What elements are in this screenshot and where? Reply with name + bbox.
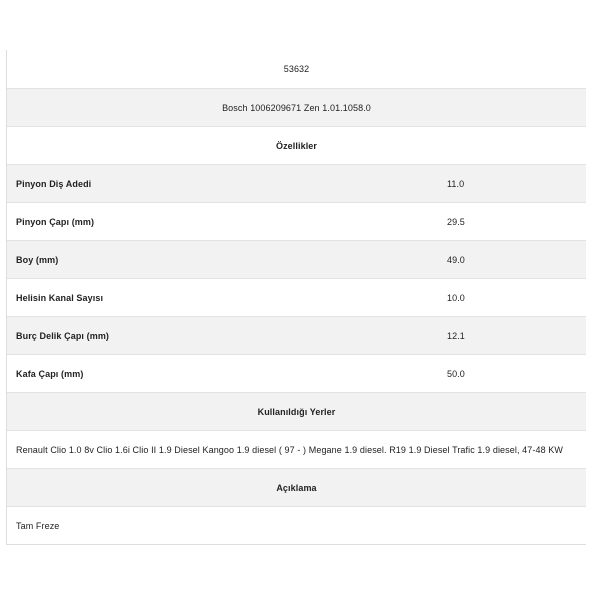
spec-value: 11.0 — [447, 178, 465, 189]
spec-row — [7, 316, 586, 354]
spec-row — [7, 240, 586, 278]
spec-row — [7, 164, 586, 202]
description-text: Tam Freze — [16, 520, 60, 531]
usage-heading-row — [7, 392, 586, 430]
usage-text: Renault Clio 1.0 8v Clio 1.6i Clio II 1.9 Diesel Kangoo 1.9 diesel ( 97 - ) Megane 1.9 diesel. R19 1.9 Diesel Trafic 1.9 diesel, 47-48 KW — [16, 444, 563, 455]
spec-label: Kafa Çapı (mm) — [16, 368, 84, 379]
spec-row — [7, 354, 586, 392]
specs-heading: Özellikler — [275, 140, 318, 151]
spec-label: Boy (mm) — [16, 254, 59, 265]
spec-row — [7, 278, 586, 316]
usage-heading: Kullanıldığı Yerler — [257, 406, 336, 417]
product-code: 53632 — [283, 64, 310, 74]
product-code-row — [7, 50, 586, 88]
usage-row — [7, 430, 586, 468]
spec-label: Pinyon Çapı (mm) — [16, 216, 95, 227]
product-detail-table — [6, 50, 586, 545]
spec-label: Burç Delik Çapı (mm) — [16, 330, 110, 341]
spec-value: 10.0 — [447, 292, 465, 303]
cross-reference: Bosch 1006209671 Zen 1.01.1058.0 — [222, 102, 371, 113]
description-row — [7, 506, 586, 544]
spec-value: 29.5 — [447, 216, 465, 227]
spec-label: Pinyon Diş Adedi — [16, 178, 92, 189]
spec-value: 50.0 — [447, 368, 465, 379]
spec-value: 12.1 — [447, 330, 465, 341]
cross-reference-row — [7, 88, 586, 126]
spec-value: 49.0 — [447, 254, 465, 265]
spec-label: Helisin Kanal Sayısı — [16, 292, 104, 303]
description-heading: Açıklama — [276, 482, 317, 493]
description-heading-row — [7, 468, 586, 506]
specs-heading-row — [7, 126, 586, 164]
spec-row — [7, 202, 586, 240]
